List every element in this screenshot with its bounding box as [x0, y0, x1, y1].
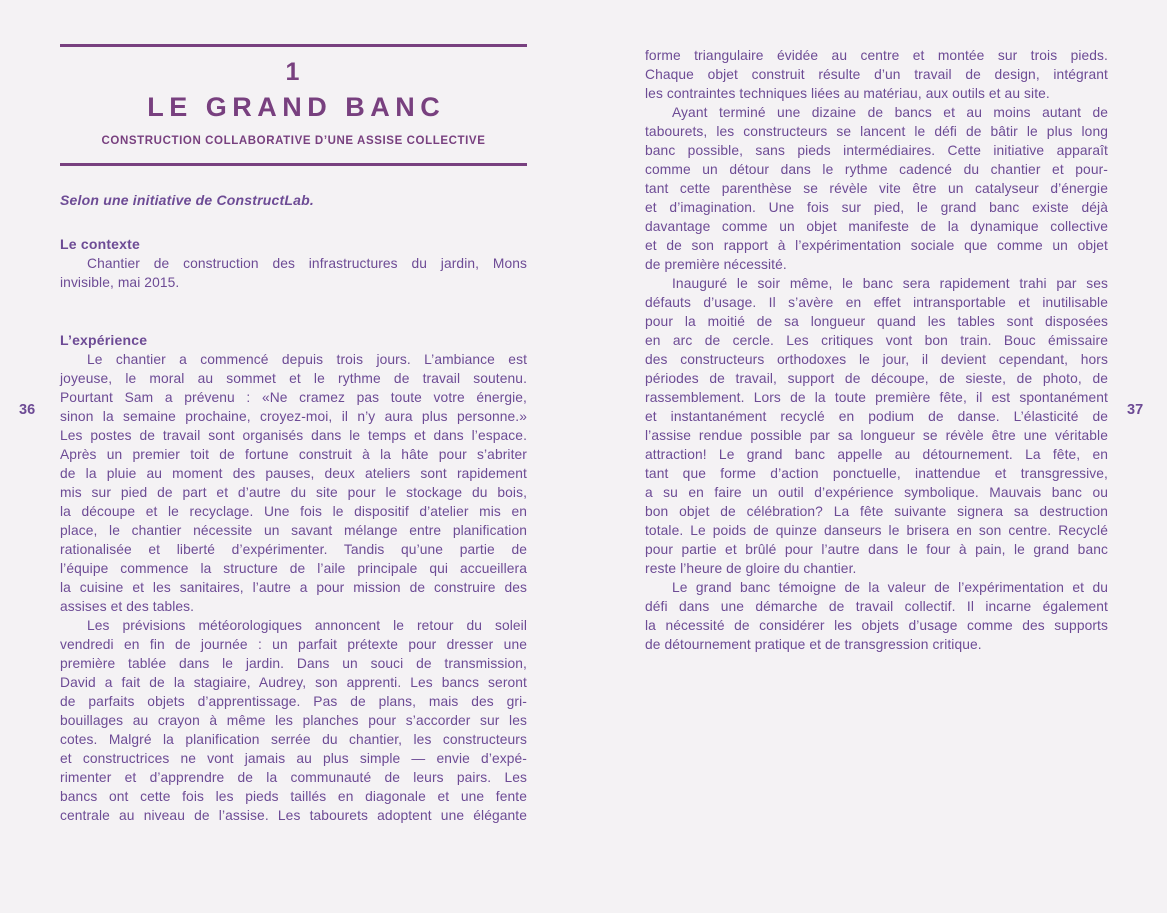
text-line: défauts d’usage. Il s’avère en effet intransportable et inutilisable — [645, 295, 1108, 310]
page-number-right: 37 — [1127, 402, 1144, 418]
text-line: Les postes de travail sont organisés dans le temps et dans l’espace. — [60, 428, 527, 443]
text-line: Le chantier a commencé depuis trois jours. L’ambiance est — [87, 352, 527, 367]
section-heading: Le contexte — [60, 236, 140, 252]
chapter-rule-top — [60, 44, 527, 47]
text-line: bon objet de célébration? La fête suivante signera sa destruction — [645, 504, 1108, 519]
text-line: rimenter et d’apprendre de la communauté de leurs pairs. Les — [60, 770, 527, 785]
page-paragraphs — [645, 46, 1108, 654]
text-line: en arc de cercle. Les critiques vont bon train. Bouc émissaire — [645, 333, 1108, 348]
text-line: rationalisée et liberté d’expérimenter. Tandis qu’une partie de — [60, 542, 527, 557]
text-line: tant cette parenthèse se révèle vite être un catalyseur d’énergie — [645, 181, 1108, 196]
chapter-subtitle: CONSTRUCTION COLLABORATIVE D’UNE ASSISE COLLECTIVE — [101, 135, 486, 147]
right-page — [645, 46, 1108, 654]
paragraph — [60, 616, 527, 825]
text-line: centrale au niveau de l’assise. Les tabourets adoptent une élégante — [60, 808, 527, 823]
text-line: Les prévisions météorologiques annoncent le retour du soleil — [87, 618, 527, 633]
text-line: bouillages au crayon à même les planches pour s’accorder sur les — [60, 713, 527, 728]
text-line: et instantanément recyclé en podium de danse. L’élasticité de — [645, 409, 1108, 424]
section-paragraphs — [60, 350, 527, 825]
text-line: banc possible, sans pieds intermédiaires. Cette initiative apparaît — [645, 143, 1108, 158]
text-line: et d’imagination. Une fois sur pied, le grand banc existe déjà — [645, 200, 1108, 215]
paragraph — [645, 103, 1108, 274]
chapter-rule-bottom — [60, 163, 527, 166]
text-line: Chantier de construction des infrastructures du jardin, Mons — [87, 256, 527, 271]
text-line: Inauguré le soir même, le banc sera rapidement trahi par ses — [672, 276, 1108, 291]
text-line: pour partie et brûlé pour l’autre dans le four à pain, le grand banc — [645, 542, 1108, 557]
text-line: l’équipe commence la structure de l’aile principale qui accueillera — [60, 561, 527, 576]
left-page — [60, 44, 527, 825]
text-line: des constructeurs orthodoxes le jour, il devient cependant, hors — [645, 352, 1108, 367]
paragraph — [645, 46, 1108, 103]
text-line: défi dans une démarche de travail collectif. Il incarne également — [645, 599, 1108, 614]
text-line: Ayant terminé une dizaine de bancs et au moins autant de — [672, 105, 1108, 120]
text-line: tabourets, les constructeurs se lancent le défi de bâtir le plus long — [645, 124, 1108, 139]
text-line: rassemblement. Lors de la toute première fête, il est spontanément — [645, 390, 1108, 405]
text-line: invisible, mai 2015. — [60, 275, 180, 290]
text-line: assises et des tables. — [60, 599, 195, 614]
text-line: et constructrices ne vont jamais au plus simple — envie d’expé- — [60, 751, 527, 766]
text-line: de parfaits objets d’apprentissage. Pas de plans, mais des gri- — [60, 694, 527, 709]
text-line: Pourtant Sam a prévenu : «Ne cramez pas toute votre énergie, — [60, 390, 527, 405]
text-line: cotes. Malgré la planification serrée du chantier, les constructeurs — [60, 732, 527, 747]
text-line: Chaque objet construit résulte d’un travail de design, intégrant — [645, 67, 1108, 82]
text-line: première tablée dans le jardin. Dans un souci de transmission, — [60, 656, 527, 671]
text-line: de la pluie au moment des pauses, deux ateliers sont rapidement — [60, 466, 527, 481]
paragraph — [60, 254, 527, 292]
text-line: et de son rapport à l’expérimentation sociale que comme un objet — [645, 238, 1108, 253]
text-line: la cuisine et les sanitaires, l’autre a pour mission de construire des — [60, 580, 527, 595]
text-line: attraction! Le grand banc appelle au détournement. La fête, en — [645, 447, 1108, 462]
section-paragraphs — [60, 254, 527, 292]
page-number-left: 36 — [19, 402, 36, 418]
text-line: place, le chantier nécessite un savant mélange entre planification — [60, 523, 527, 538]
text-line: bancs ont cette fois les pieds taillés en diagonale et une fente — [60, 789, 527, 804]
text-line: davantage comme un objet manifeste de la dynamique collective — [645, 219, 1108, 234]
text-line: Après un premier toit de fortune construit à la hâte pour s’abriter — [60, 447, 527, 462]
text-line: la nécessité de considérer les objets d’usage comme des supports — [645, 618, 1108, 633]
chapter-title: LE GRAND BANC — [147, 92, 446, 122]
text-line: joyeuse, le moral au sommet et le rythme de travail soutenu. — [60, 371, 527, 386]
paragraph — [645, 274, 1108, 578]
text-line: Le grand banc témoigne de la valeur de l’expérimentation et du — [672, 580, 1108, 595]
paragraph — [60, 350, 527, 616]
text-line: vendredi en fin de journée : un parfait prétexte pour dresser une — [60, 637, 527, 652]
text-line: David a fait de la stagiaire, Audrey, son apprenti. Les bancs seront — [60, 675, 527, 690]
text-line: pour la moitié de sa longueur quand les tables sont disposées — [645, 314, 1108, 329]
text-line: comme un détour dans le rythme cadencé du chantier et pour- — [645, 162, 1108, 177]
text-line: les contraintes techniques liées au matériau, aux outils et au site. — [645, 86, 1050, 101]
text-line: de première nécessité. — [645, 257, 787, 272]
section-experience — [60, 331, 527, 825]
text-line: totale. Le poids de quinze danseurs le brisera en son centre. Recyclé — [645, 523, 1108, 538]
section-context — [60, 235, 527, 292]
text-line: l’assise rendue possible par sa longueur se révèle être une véritable — [645, 428, 1108, 443]
chapter-number: 1 — [285, 58, 302, 86]
paragraph — [645, 578, 1108, 654]
text-line: sinon la semaine prochaine, croyez-moi, il n’y aura plus personne.» — [60, 409, 527, 424]
section-heading: L’expérience — [60, 332, 148, 348]
text-line: la découpe et le recyclage. Une fois le dispositif d’atelier mis en — [60, 504, 527, 519]
attribution: Selon une initiative de ConstructLab. — [60, 192, 314, 208]
text-line: de détournement pratique et de transgression critique. — [645, 637, 982, 652]
text-line: forme triangulaire évidée au centre et montée sur trois pieds. — [645, 48, 1108, 63]
text-line: a su en faire un outil d’expérience symbolique. Mauvais banc ou — [645, 485, 1108, 500]
text-line: mis sur pied de part et d’autre du site pour le stockage du bois, — [60, 485, 527, 500]
text-line: reste l’heure de gloire du chantier. — [645, 561, 857, 576]
text-line: périodes de travail, support de découpe, de sieste, de photo, de — [645, 371, 1108, 386]
text-line: tant que forme d’action ponctuelle, inattendue et transgressive, — [645, 466, 1108, 481]
